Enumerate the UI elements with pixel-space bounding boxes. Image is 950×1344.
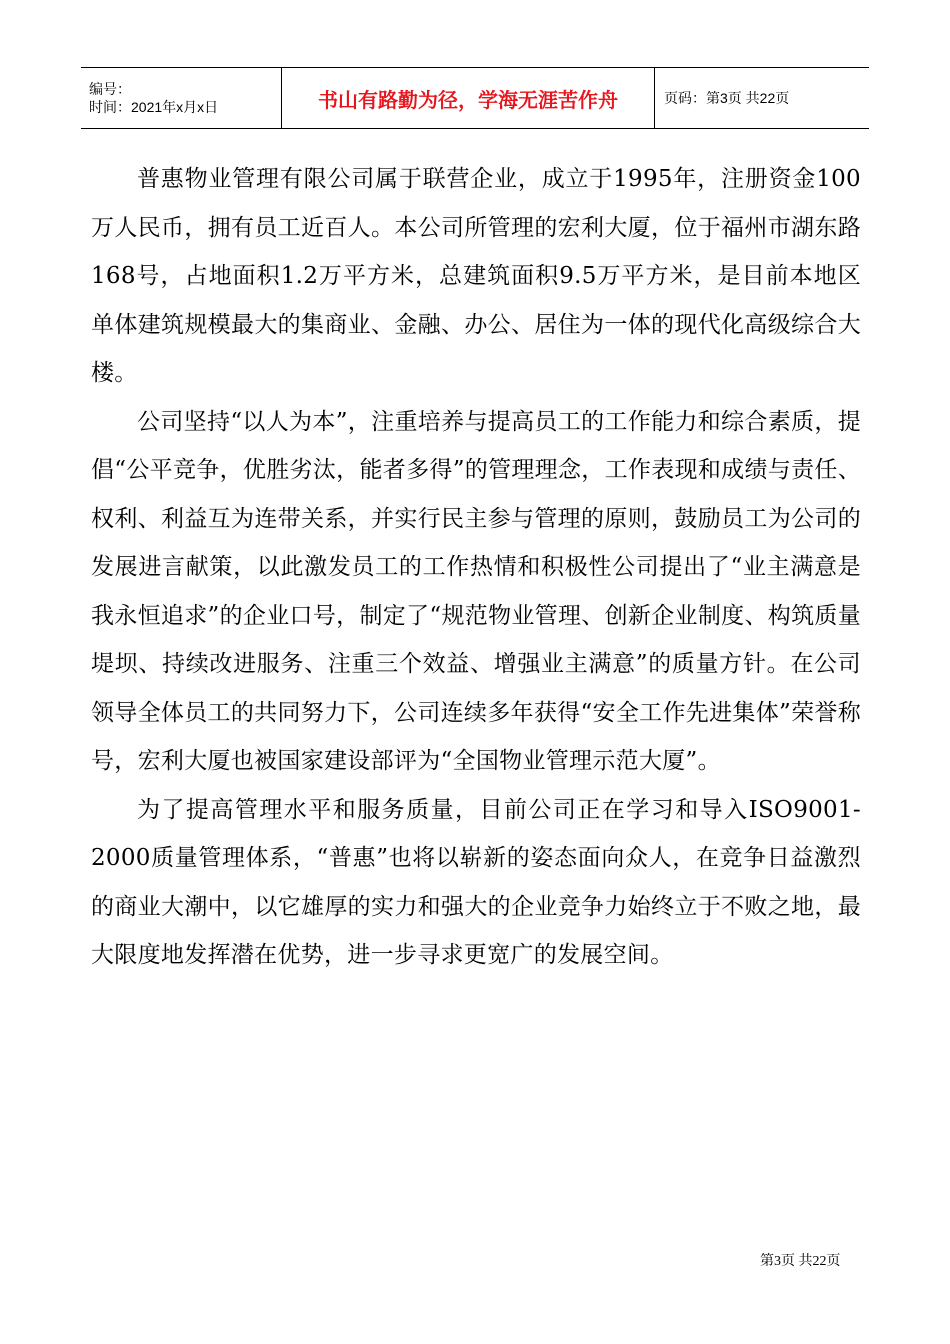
document-body [91, 155, 861, 980]
document-number-label: 编号： [89, 81, 131, 97]
paragraph-management-philosophy: 公司坚持“以人为本”，注重培养与提高员工的工作能力和综合素质，提倡“公平竞争，优胜劣汰，能者多得”的管理理念，工作表现和成绩与责任、权利、利益互为连带关系，并实行民主参与管理的原则，鼓励员工为公司的发展进言献策，以此激发员工的工作热情和积极性公司提出了“业主满意是我永恒追求”的企业口号，制定了“规范物业管理、创新企业制度、构筑质量堤坝、持续改进服务、注重三个效益、增强业主满意”的质量方针。在公司领导全体员工的共同努力下，公司连续多年获得“安全工作先进集体”荣誉称号，宏利大厦也被国家建设部评为“全国物业管理示范大厦”。 [91, 408, 861, 774]
paragraph-company-intro: 普惠物业管理有限公司属于联营企业，成立于1995年，注册资金100万人民币，拥有员工近百人。本公司所管理的宏利大厦，位于福州市湖东路168号，占地面积1.2万平方米，总建筑面积9.5万平方米，是目前本地区单体建筑规模最大的集商业、金融、办公、居住为一体的现代化高级综合大楼。 [91, 166, 861, 386]
header-meta [81, 68, 282, 128]
document-time-label: 时间：2021年x月x日 [89, 99, 219, 115]
paragraph-quality-system: 为了提高管理水平和服务质量，目前公司正在学习和导入ISO9001-2000质量管理体系，“普惠”也将以崭新的姿态面向众人，在竞争日益激烈的商业大潮中，以它雄厚的实力和强大的企业竞争力始终立于不败之地，最大限度地发挥潜在优势，进一步寻求更宽广的发展空间。 [91, 796, 861, 968]
header-motto: 书山有路勤为径，学海无涯苦作舟 [282, 68, 655, 128]
page-footer: 第3页 共22页 [760, 1254, 841, 1269]
header-page-number: 页码：第3页 共22页 [664, 90, 790, 106]
page-header [81, 67, 869, 129]
